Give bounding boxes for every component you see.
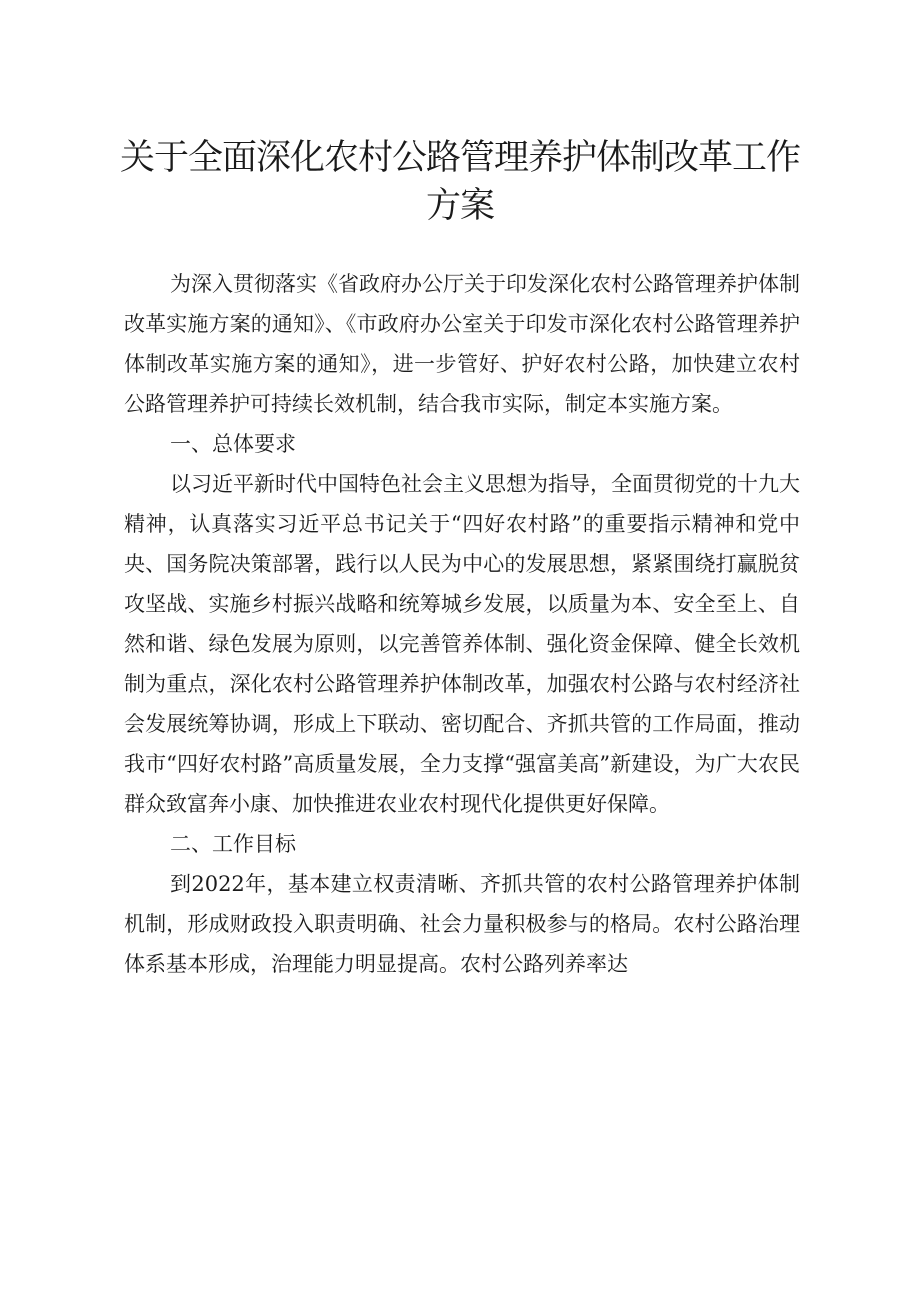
document-body	[124, 264, 800, 984]
overall-requirements-paragraph: 以习近平新时代中国特色社会主义思想为指导，全面贯彻党的十九大精神，认真落实习近平总书记关于“四好农村路”的重要指示精神和党中央、国务院决策部署，践行以人民为中心的发展思想，紧紧围绕打赢脱贫攻坚战、实施乡村振兴战略和统筹城乡发展，以质量为本、安全至上、自然和谐、绿色发展为原则，以完善管养体制、强化资金保障、健全长效机制为重点，深化农村公路管理养护体制改革，加强农村公路与农村经济社会发展统筹协调，形成上下联动、密切配合、齐抓共管的工作局面，推动我市“四好农村路”高质量发展，全力支撑“强富美高”新建设，为广大农民群众致富奔小康、加快推进农业农村现代化提供更好保障。	[124, 472, 800, 816]
section-heading-work-goals: 二、工作目标	[170, 832, 296, 856]
intro-paragraph: 为深入贯彻落实《省政府办公厅关于印发深化农村公路管理养护体制改革实施方案的通知》、《市政府办公室关于印发市深化农村公路管理养护体制改革实施方案的通知》，进一步管好、护好农村公路，加快建立农村公路管理养护可持续长效机制，结合我市实际，制定本实施方案。	[124, 272, 800, 416]
section-heading-overall-requirements: 一、总体要求	[170, 432, 296, 456]
document-title: 关于全面深化农村公路管理养护体制改革工作方案	[120, 138, 801, 226]
work-goals-paragraph: 到2022年，基本建立权责清晰、齐抓共管的农村公路管理养护体制机制，形成财政投入职责明确、社会力量积极参与的格局。农村公路治理体系基本形成，治理能力明显提高。农村公路列养率达	[124, 872, 800, 976]
